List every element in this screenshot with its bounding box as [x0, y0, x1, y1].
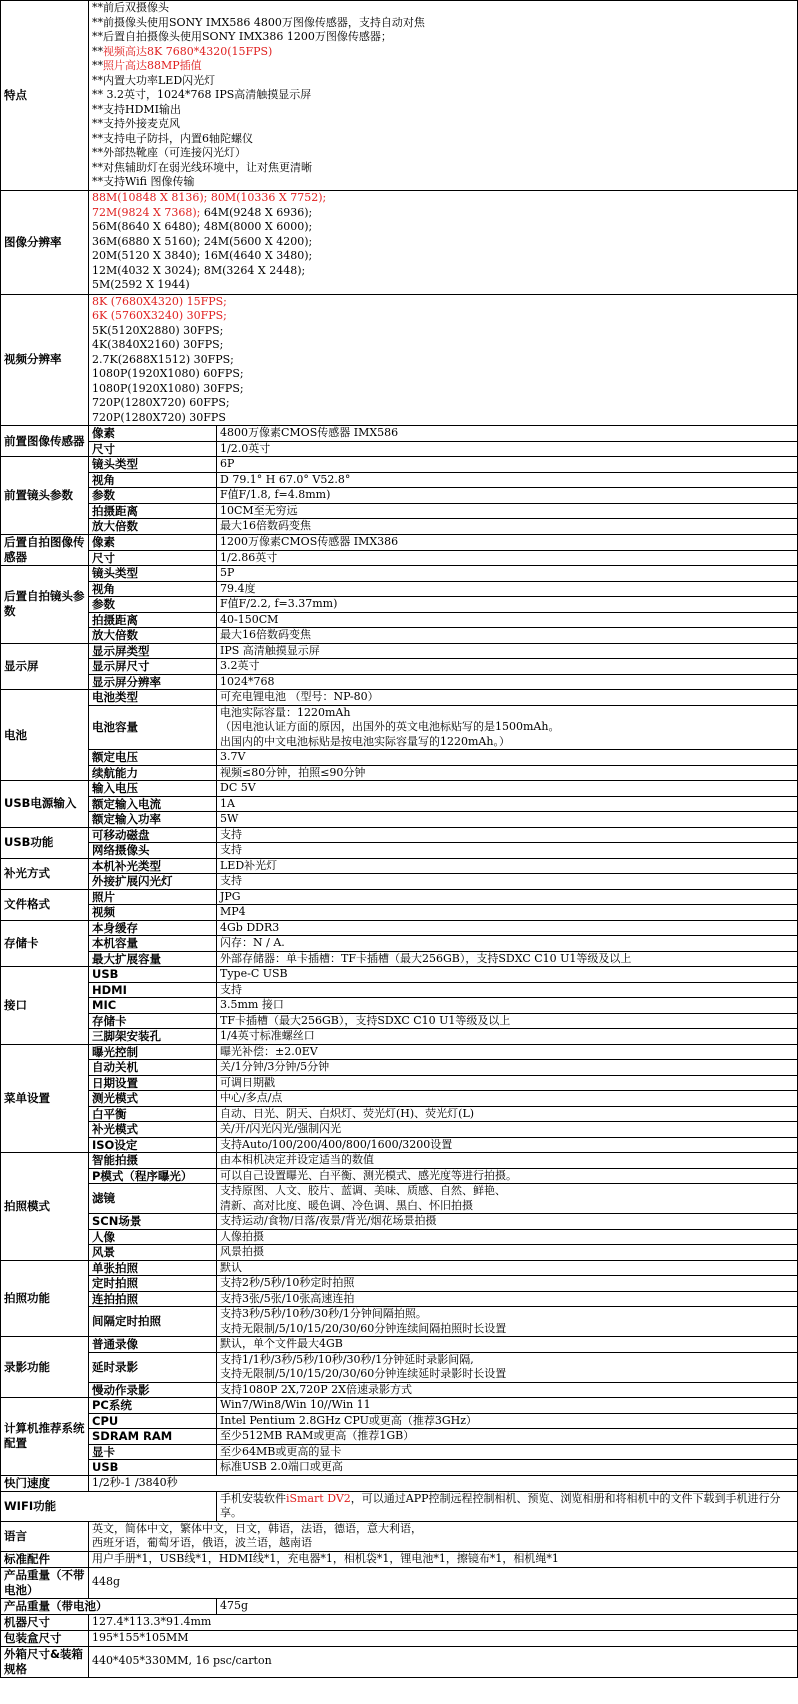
spec-row	[1, 1475, 798, 1491]
attribute-value: 最大16倍数码变焦	[217, 628, 798, 644]
attribute-label: P模式（程序曝光）	[89, 1168, 217, 1184]
value-line: 电池实际容量：1220mAh	[220, 705, 351, 719]
attribute-label: 电池容量	[89, 705, 217, 750]
category-cell: 前置镜头参数	[1, 457, 89, 535]
plain-text: 64M(9248 X 6936);	[200, 205, 313, 219]
value-line: 英文，简体中文，繁体中文，日文，韩语，法语，德语，意大利语，	[92, 1521, 422, 1535]
value-line: 西班牙语，葡萄牙语，俄语，波兰语，越南语	[92, 1536, 312, 1549]
spec-row	[1, 1184, 798, 1214]
attribute-value: 支持1080P 2X,720P 2X倍速录影方式	[217, 1382, 798, 1398]
value-line: 5K(5120X2880) 30FPS;	[92, 323, 224, 337]
attribute-value: 4800万像素CMOS传感器 IMX586	[217, 426, 798, 442]
attribute-label: 本机补光类型	[89, 858, 217, 874]
spec-value	[89, 294, 798, 426]
attribute-value: 1/4英寸标准螺丝口	[217, 1029, 798, 1045]
spec-row	[1, 1214, 798, 1230]
attribute-value: Win7/Win8/Win 10//Win 11	[217, 1398, 798, 1414]
attribute-value: 10CM至无穷远	[217, 503, 798, 519]
plain-text: **	[92, 44, 103, 58]
spec-row	[1, 1444, 798, 1460]
value-line	[92, 59, 794, 74]
highlight-text: 视频高达8K 7680*4320(15FPS)	[103, 44, 273, 58]
attribute-label: 延时录影	[89, 1352, 217, 1382]
spec-row	[1, 998, 798, 1014]
attribute-label: 白平衡	[89, 1106, 217, 1122]
value-line: 5M(2592 X 1944)	[92, 278, 190, 292]
attribute-label: 滤镜	[89, 1184, 217, 1214]
value-line	[92, 45, 794, 60]
attribute-value: 中心/多点/点	[217, 1091, 798, 1107]
spec-value: 用户手册*1，USB线*1，HDMI线*1，充电器*1，相机袋*1，锂电池*1，擦镜布*1，相机绳*1	[89, 1551, 798, 1567]
value-line: **对焦辅助灯在弱光线环境中，让对焦更清晰	[92, 160, 312, 174]
attribute-value: 5W	[217, 812, 798, 828]
value-line: 支持无限制/5/10/15/20/30/60分钟连续间隔拍照时长设置	[220, 1321, 507, 1335]
attribute-label: USB	[89, 1460, 217, 1476]
spec-row	[1, 1382, 798, 1398]
spec-row	[1, 488, 798, 504]
spec-row	[1, 1551, 798, 1567]
category-cell: 录影功能	[1, 1337, 89, 1398]
spec-row	[1, 951, 798, 967]
spec-row	[1, 843, 798, 859]
spec-value: 475g	[217, 1598, 798, 1614]
attribute-label: 额定输入功率	[89, 812, 217, 828]
value-line: 清新、高对比度、暖色调、冷色调、黑白、怀旧拍摄	[220, 1198, 473, 1212]
category-cell: 语言	[1, 1521, 89, 1551]
spec-row	[1, 920, 798, 936]
spec-row	[1, 674, 798, 690]
spec-row	[1, 628, 798, 644]
category-cell: 产品重量（带电池）	[1, 1598, 217, 1614]
category-cell: 拍照模式	[1, 1153, 89, 1261]
attribute-label: 可移动磁盘	[89, 827, 217, 843]
attribute-value: Type-C USB	[217, 967, 798, 983]
category-cell: 存储卡	[1, 920, 89, 967]
spec-row	[1, 581, 798, 597]
attribute-label: 本机容量	[89, 936, 217, 952]
spec-row	[1, 1153, 798, 1169]
attribute-label: 曝光控制	[89, 1044, 217, 1060]
attribute-label: 放大倍数	[89, 628, 217, 644]
category-cell: 计算机推荐系统配置	[1, 1398, 89, 1476]
attribute-value: 3.5mm 接口	[217, 998, 798, 1014]
attribute-label: USB	[89, 967, 217, 983]
value-line: **内置大功率LED闪光灯	[92, 73, 216, 87]
attribute-label: MIC	[89, 998, 217, 1014]
value-line: 出国内的中文电池标贴是按电池实际容量写的1220mAh。）	[220, 734, 510, 748]
value-line: **外部热靴座（可连接闪光灯）	[92, 146, 246, 159]
spec-row	[1, 1245, 798, 1261]
spec-value: 1/2秒-1 /3840秒	[89, 1475, 798, 1491]
category-cell: 标准配件	[1, 1551, 89, 1567]
attribute-value: TF卡插槽（最大256GB），支持SDXC C10 U1等级及以上	[217, 1013, 798, 1029]
value-line: **前摄像头使用SONY IMX586 4800万图像传感器，支持自动对焦	[92, 15, 425, 29]
attribute-value: 支持	[217, 843, 798, 859]
spec-row	[1, 597, 798, 613]
spec-value: 127.4*113.3*91.4mm	[89, 1614, 798, 1630]
attribute-value: DC 5V	[217, 781, 798, 797]
attribute-label: 镜头类型	[89, 566, 217, 582]
attribute-label: 像素	[89, 534, 217, 550]
attribute-value: JPG	[217, 889, 798, 905]
spec-value	[89, 190, 798, 294]
highlight-text: 72M(9824 X 7368);	[92, 205, 201, 219]
value-line: **支持外接麦克风	[92, 117, 180, 130]
category-cell: 特点	[1, 1, 89, 191]
value-line: 1080P(1920X1080) 60FPS;	[92, 367, 244, 380]
attribute-label: 参数	[89, 488, 217, 504]
attribute-value: 1024*768	[217, 674, 798, 690]
attribute-value: Intel Pentium 2.8GHz CPU或更高（推荐3GHz）	[217, 1413, 798, 1429]
attribute-value: 至少512MB RAM或更高（推荐1GB）	[217, 1429, 798, 1445]
attribute-value: 风景拍摄	[217, 1245, 798, 1261]
value-line: 36M(6880 X 5160); 24M(5600 X 4200);	[92, 234, 313, 248]
value-line: 56M(8640 X 6480); 48M(8000 X 6000);	[92, 220, 313, 234]
spec-row	[1, 982, 798, 998]
value-line: **支持HDMI输出	[92, 102, 182, 116]
spec-row	[1, 781, 798, 797]
value-line: **支持Wifi 图像传输	[92, 175, 195, 188]
spec-row	[1, 1060, 798, 1076]
attribute-label: 输入电压	[89, 781, 217, 797]
value-line: ** 3.2英寸，1024*768 IPS高清触摸显示屏	[92, 88, 312, 101]
spec-row	[1, 1276, 798, 1292]
category-cell: USB电源输入	[1, 781, 89, 828]
attribute-value: 视频≤80分钟，拍照≤90分钟	[217, 765, 798, 781]
spec-value	[89, 1, 798, 191]
attribute-value: 6P	[217, 457, 798, 473]
category-cell: 文件格式	[1, 889, 89, 920]
attribute-value: 闪存：N / A.	[217, 936, 798, 952]
value-line: 720P(1280X720) 30FPS	[92, 410, 226, 424]
attribute-value	[217, 1307, 798, 1337]
spec-row	[1, 1567, 798, 1598]
category-cell: WIFI功能	[1, 1491, 217, 1521]
spec-row	[1, 1598, 798, 1614]
attribute-label: 补光模式	[89, 1122, 217, 1138]
spec-row	[1, 1, 798, 191]
value-line: 支持3秒/5秒/10秒/30秒/1分钟间隔拍照。	[220, 1307, 427, 1320]
attribute-value: 1200万像素CMOS传感器 IMX386	[217, 534, 798, 550]
spec-value: 195*155*105MM	[89, 1630, 798, 1646]
attribute-label: 参数	[89, 597, 217, 613]
spec-row	[1, 858, 798, 874]
spec-row	[1, 936, 798, 952]
attribute-label: 显示屏类型	[89, 643, 217, 659]
attribute-value	[217, 1352, 798, 1382]
attribute-label: 存储卡	[89, 1013, 217, 1029]
spec-table-body	[1, 1, 798, 1678]
attribute-label: 视角	[89, 472, 217, 488]
attribute-value: 3.2英寸	[217, 659, 798, 675]
spec-row	[1, 612, 798, 628]
attribute-value: 1/2.86英寸	[217, 550, 798, 566]
value-line: 支持1/1秒/3秒/5秒/10秒/30秒/1分钟延时录影间隔,	[220, 1352, 474, 1366]
value-line: 1080P(1920X1080) 30FPS;	[92, 381, 244, 395]
attribute-label: 本身缓存	[89, 920, 217, 936]
category-cell: 拍照功能	[1, 1260, 89, 1337]
category-cell: 电池	[1, 690, 89, 781]
spec-row	[1, 796, 798, 812]
spec-row	[1, 765, 798, 781]
attribute-value: D 79.1° H 67.0° V52.8°	[217, 472, 798, 488]
highlight-text: 照片高达88MP插值	[103, 59, 202, 72]
spec-row	[1, 874, 798, 890]
category-cell: 图像分辨率	[1, 190, 89, 294]
attribute-value: 40-150CM	[217, 612, 798, 628]
spec-value: 440*405*330MM, 16 psc/carton	[89, 1646, 798, 1677]
attribute-value: 5P	[217, 566, 798, 582]
spec-row	[1, 643, 798, 659]
attribute-label: 额定输入电流	[89, 796, 217, 812]
attribute-value	[217, 1184, 798, 1214]
attribute-value: 支持	[217, 874, 798, 890]
attribute-value: F值F/2.2, f=3.37mm)	[217, 597, 798, 613]
value-line: 2.7K(2688X1512) 30FPS;	[92, 352, 234, 366]
attribute-value: 关/1分钟/3分钟/5分钟	[217, 1060, 798, 1076]
attribute-label: 定时拍照	[89, 1276, 217, 1292]
category-cell: 快门速度	[1, 1475, 89, 1491]
value-line: **支持电子防抖，内置6轴陀螺仪	[92, 131, 253, 145]
attribute-value: 支持运动/食物/日落/夜景/背光/烟花场景拍摄	[217, 1214, 798, 1230]
plain-text: ，可以通过APP控制远程控制相机、预览、浏览相册和将相机中的文件下载到手机进行分享。	[220, 1491, 781, 1519]
attribute-value: 1/2.0英寸	[217, 441, 798, 457]
attribute-label: 单张拍照	[89, 1260, 217, 1276]
attribute-label: 拍摄距离	[89, 503, 217, 519]
spec-value: 448g	[89, 1567, 798, 1598]
spec-row	[1, 1307, 798, 1337]
attribute-label: 自动关机	[89, 1060, 217, 1076]
highlight-text: 88M(10848 X 8136); 80M(10336 X 7752);	[92, 191, 327, 205]
category-cell: 机器尺寸	[1, 1614, 89, 1630]
spec-row	[1, 827, 798, 843]
attribute-value: 人像拍摄	[217, 1229, 798, 1245]
value-line: 12M(4032 X 3024); 8M(3264 X 2448);	[92, 263, 306, 277]
category-cell: 前置图像传感器	[1, 426, 89, 457]
spec-row	[1, 1168, 798, 1184]
category-cell: USB功能	[1, 827, 89, 858]
value-line	[92, 191, 794, 206]
spec-row	[1, 1460, 798, 1476]
spec-row	[1, 519, 798, 535]
attribute-label: 视角	[89, 581, 217, 597]
attribute-label: CPU	[89, 1413, 217, 1429]
attribute-value: 自动、日光、阴天、白炽灯、荧光灯(H)、荧光灯(L)	[217, 1106, 798, 1122]
attribute-label: 三脚架安装孔	[89, 1029, 217, 1045]
attribute-value: 关/开/闪光闪光/强制闪光	[217, 1122, 798, 1138]
highlight-text: 6K (5760X3240) 30FPS;	[92, 309, 227, 322]
spec-row	[1, 1521, 798, 1551]
attribute-value: 支持Auto/100/200/400/800/1600/3200设置	[217, 1137, 798, 1153]
spec-row	[1, 441, 798, 457]
attribute-value: 默认	[217, 1260, 798, 1276]
attribute-label: HDMI	[89, 982, 217, 998]
category-cell: 补光方式	[1, 858, 89, 889]
attribute-value: F值F/1.8, f=4.8mm)	[217, 488, 798, 504]
attribute-label: SDRAM RAM	[89, 1429, 217, 1445]
value-line: **后置自拍摄像头使用SONY IMX386 1200万图像传感器；	[92, 30, 392, 43]
spec-row	[1, 426, 798, 442]
attribute-value: 1A	[217, 796, 798, 812]
attribute-label: 像素	[89, 426, 217, 442]
attribute-value: 支持2秒/5秒/10秒定时拍照	[217, 1276, 798, 1292]
attribute-label: 连拍拍照	[89, 1291, 217, 1307]
plain-text: **	[92, 59, 103, 72]
spec-row	[1, 967, 798, 983]
spec-row	[1, 1122, 798, 1138]
attribute-value: 可充电锂电池 （型号：NP-80）	[217, 690, 798, 706]
attribute-value: 由本相机决定并设定适当的数值	[217, 1153, 798, 1169]
category-cell: 接口	[1, 967, 89, 1045]
attribute-label: SCN场景	[89, 1214, 217, 1230]
category-cell: 视频分辨率	[1, 294, 89, 426]
spec-row	[1, 1337, 798, 1353]
attribute-label: 续航能力	[89, 765, 217, 781]
attribute-label: 最大扩展容量	[89, 951, 217, 967]
attribute-value: IPS 高清触摸显示屏	[217, 643, 798, 659]
category-cell: 外箱尺寸&装箱规格	[1, 1646, 89, 1677]
spec-row	[1, 812, 798, 828]
attribute-value: 支持	[217, 982, 798, 998]
spec-row	[1, 1352, 798, 1382]
attribute-label: 日期设置	[89, 1075, 217, 1091]
spec-row	[1, 457, 798, 473]
value-line: 支持无限制/5/10/15/20/30/60分钟连续延时录影时长设置	[220, 1367, 507, 1380]
attribute-label: 人像	[89, 1229, 217, 1245]
value-line: 4K(3840X2160) 30FPS;	[92, 338, 224, 351]
attribute-label: 放大倍数	[89, 519, 217, 535]
attribute-label: ISO设定	[89, 1137, 217, 1153]
attribute-value: 可调日期戳	[217, 1075, 798, 1091]
spec-row	[1, 705, 798, 750]
attribute-value: 外部存储器：单卡插槽：TF卡插槽（最大256GB），支持SDXC C10 U1等级及以上	[217, 951, 798, 967]
spec-row	[1, 1013, 798, 1029]
attribute-label: 显示屏分辨率	[89, 674, 217, 690]
spec-row	[1, 889, 798, 905]
spec-row	[1, 1491, 798, 1521]
spec-row	[1, 550, 798, 566]
spec-row	[1, 472, 798, 488]
spec-value	[217, 1491, 798, 1521]
attribute-label: 网络摄像头	[89, 843, 217, 859]
spec-row	[1, 503, 798, 519]
attribute-label: 电池类型	[89, 690, 217, 706]
attribute-label: 普通录像	[89, 1337, 217, 1353]
attribute-value: 4Gb DDR3	[217, 920, 798, 936]
attribute-value: 最大16倍数码变焦	[217, 519, 798, 535]
attribute-label: 照片	[89, 889, 217, 905]
spec-row	[1, 1091, 798, 1107]
spec-row	[1, 1044, 798, 1060]
value-line	[92, 295, 794, 310]
spec-row	[1, 1614, 798, 1630]
spec-row	[1, 659, 798, 675]
attribute-value: 默认，单个文件最大4GB	[217, 1337, 798, 1353]
attribute-value: 曝光补偿：±2.0EV	[217, 1044, 798, 1060]
category-cell: 显示屏	[1, 643, 89, 690]
spec-row	[1, 190, 798, 294]
app-name: iSmart DV2	[286, 1491, 351, 1505]
spec-row	[1, 690, 798, 706]
category-cell: 产品重量（不带电池）	[1, 1567, 89, 1598]
attribute-label: 镜头类型	[89, 457, 217, 473]
attribute-value: 79.4度	[217, 581, 798, 597]
spec-row	[1, 750, 798, 766]
spec-row	[1, 1429, 798, 1445]
value-line: **前后双摄像头	[92, 1, 169, 14]
spec-row	[1, 1229, 798, 1245]
category-cell: 后置自拍图像传感器	[1, 534, 89, 566]
spec-row	[1, 1075, 798, 1091]
category-cell: 菜单设置	[1, 1044, 89, 1153]
spec-row	[1, 1413, 798, 1429]
attribute-label: PC系统	[89, 1398, 217, 1414]
attribute-value: MP4	[217, 905, 798, 921]
attribute-label: 拍摄距离	[89, 612, 217, 628]
spec-row	[1, 1291, 798, 1307]
attribute-label: 视频	[89, 905, 217, 921]
value-line: 720P(1280X720) 60FPS;	[92, 396, 230, 409]
attribute-value: 至少64MB或更高的显卡	[217, 1444, 798, 1460]
value-line: 20M(5120 X 3840); 16M(4640 X 3480);	[92, 249, 313, 263]
attribute-label: 风景	[89, 1245, 217, 1261]
attribute-label: 慢动作录影	[89, 1382, 217, 1398]
spec-row	[1, 1646, 798, 1677]
attribute-label: 测光模式	[89, 1091, 217, 1107]
category-cell: 包装盒尺寸	[1, 1630, 89, 1646]
attribute-value: 支持3张/5张/10张高速连拍	[217, 1291, 798, 1307]
spec-row	[1, 1630, 798, 1646]
spec-row	[1, 905, 798, 921]
spec-row	[1, 294, 798, 426]
plain-text: 手机安装软件	[220, 1491, 286, 1505]
attribute-label: 间隔定时拍照	[89, 1307, 217, 1337]
attribute-label: 额定电压	[89, 750, 217, 766]
attribute-value: LED补光灯	[217, 858, 798, 874]
attribute-label: 尺寸	[89, 550, 217, 566]
highlight-text: 8K (7680X4320) 15FPS;	[92, 294, 227, 308]
attribute-label: 外接扩展闪光灯	[89, 874, 217, 890]
attribute-label: 显示屏尺寸	[89, 659, 217, 675]
value-line: （因电池认证方面的原因，出国外的英文电池标贴写的是1500mAh。	[220, 720, 560, 733]
spec-row	[1, 534, 798, 550]
spec-row	[1, 1106, 798, 1122]
value-line	[92, 309, 794, 324]
attribute-label: 显卡	[89, 1444, 217, 1460]
attribute-label: 智能拍摄	[89, 1153, 217, 1169]
attribute-value: 标准USB 2.0端口或更高	[217, 1460, 798, 1476]
spec-row	[1, 1137, 798, 1153]
spec-row	[1, 566, 798, 582]
spec-row	[1, 1398, 798, 1414]
category-cell: 后置自拍镜头参数	[1, 566, 89, 644]
attribute-value: 3.7V	[217, 750, 798, 766]
value-line: 支持原图、人文、胶片、蓝调、美味、质感、自然、鲜艳、	[220, 1184, 506, 1197]
attribute-value	[217, 705, 798, 750]
spec-row	[1, 1029, 798, 1045]
spec-value	[89, 1521, 798, 1551]
attribute-label: 尺寸	[89, 441, 217, 457]
attribute-value: 支持	[217, 827, 798, 843]
spec-row	[1, 1260, 798, 1276]
value-line	[92, 206, 794, 221]
attribute-value: 可以自己设置曝光、白平衡、测光模式、感光度等进行拍摄。	[217, 1168, 798, 1184]
